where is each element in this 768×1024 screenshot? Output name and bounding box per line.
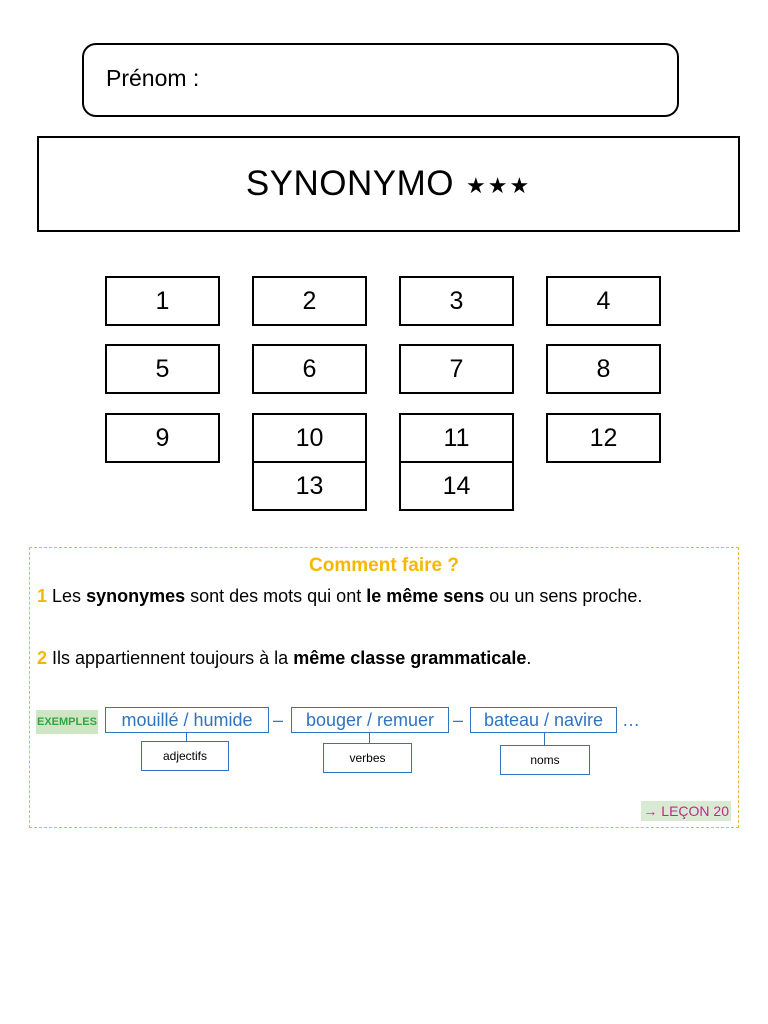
rule-1-number: 1 [37,586,48,606]
number-box-7: 7 [399,344,514,394]
example-pair-1: mouillé / humide [105,707,269,733]
number-box-11: 11 [399,413,514,463]
name-label: Prénom : [106,65,200,91]
rule-1-text-c: ou un sens proche. [484,586,643,606]
class-box-adjectifs: adjectifs [141,741,229,771]
number-box-1: 1 [105,276,220,326]
lesson-reference: → LEÇON 20 [643,803,729,819]
page-title: SYNONYMO [245,164,455,203]
rule-2-number: 2 [37,648,48,668]
number-box-8: 8 [546,344,661,394]
lesson-heading: Comment faire ? [309,555,459,576]
number-box-12: 12 [546,413,661,463]
number-box-3: 3 [399,276,514,326]
rule-2 [37,648,531,669]
lesson-panel [29,547,739,828]
difficulty-stars: ★★★ [466,173,532,198]
number-box-5: 5 [105,344,220,394]
number-box-14: 14 [399,461,514,511]
name-field-box[interactable] [82,43,679,117]
example-dash-1: – [273,709,284,730]
rule-1 [37,586,642,607]
class-box-verbes: verbes [323,743,412,773]
number-box-13: 13 [252,461,367,511]
examples-label: EXEMPLES [36,710,98,734]
number-box-6: 6 [252,344,367,394]
rule-2-bold: même classe grammaticale [293,648,527,668]
example-pair-3: bateau / navire [470,707,617,733]
example-dash-2: – [453,709,464,730]
example-pair-2: bouger / remuer [291,707,449,733]
title-box [37,136,740,232]
rule-1-bold-a: synonymes [86,586,186,606]
rule-1-bold-b: le même sens [366,586,485,606]
number-box-2: 2 [252,276,367,326]
number-box-10: 10 [252,413,367,463]
rule-2-text-a: Ils appartiennent toujours à la [52,648,294,668]
rule-1-text-a: Les [52,586,87,606]
class-box-noms: noms [500,745,590,775]
rule-2-text-b: . [526,648,532,668]
example-ellipsis: … [622,709,640,730]
rule-1-text-b: sont des mots qui ont [185,586,367,606]
number-box-9: 9 [105,413,220,463]
number-box-4: 4 [546,276,661,326]
